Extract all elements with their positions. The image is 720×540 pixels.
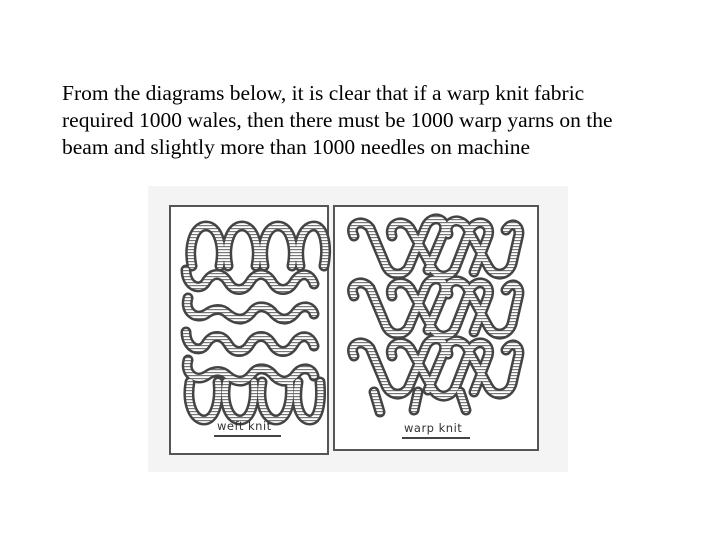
caption-text: [62, 80, 702, 161]
weft-knit-label-underline: [214, 435, 281, 437]
warp-knit-label: warp knit: [404, 421, 463, 435]
knit-comparison-figure: [148, 186, 568, 472]
weft-knit-panel: [170, 206, 328, 454]
caption-line-3: beam and slightly more than 1000 needles on machine: [62, 135, 531, 159]
weft-knit-label: weft knit: [217, 419, 272, 433]
caption-line-2: required 1000 wales, then there must be 1000 warp yarns on the: [62, 108, 613, 132]
warp-knit-panel: [334, 206, 538, 450]
caption-line-1: From the diagrams below, it is clear that if a warp knit fabric: [62, 81, 585, 105]
knit-diagrams-svg: [148, 186, 568, 472]
warp-knit-label-underline: [402, 437, 470, 439]
